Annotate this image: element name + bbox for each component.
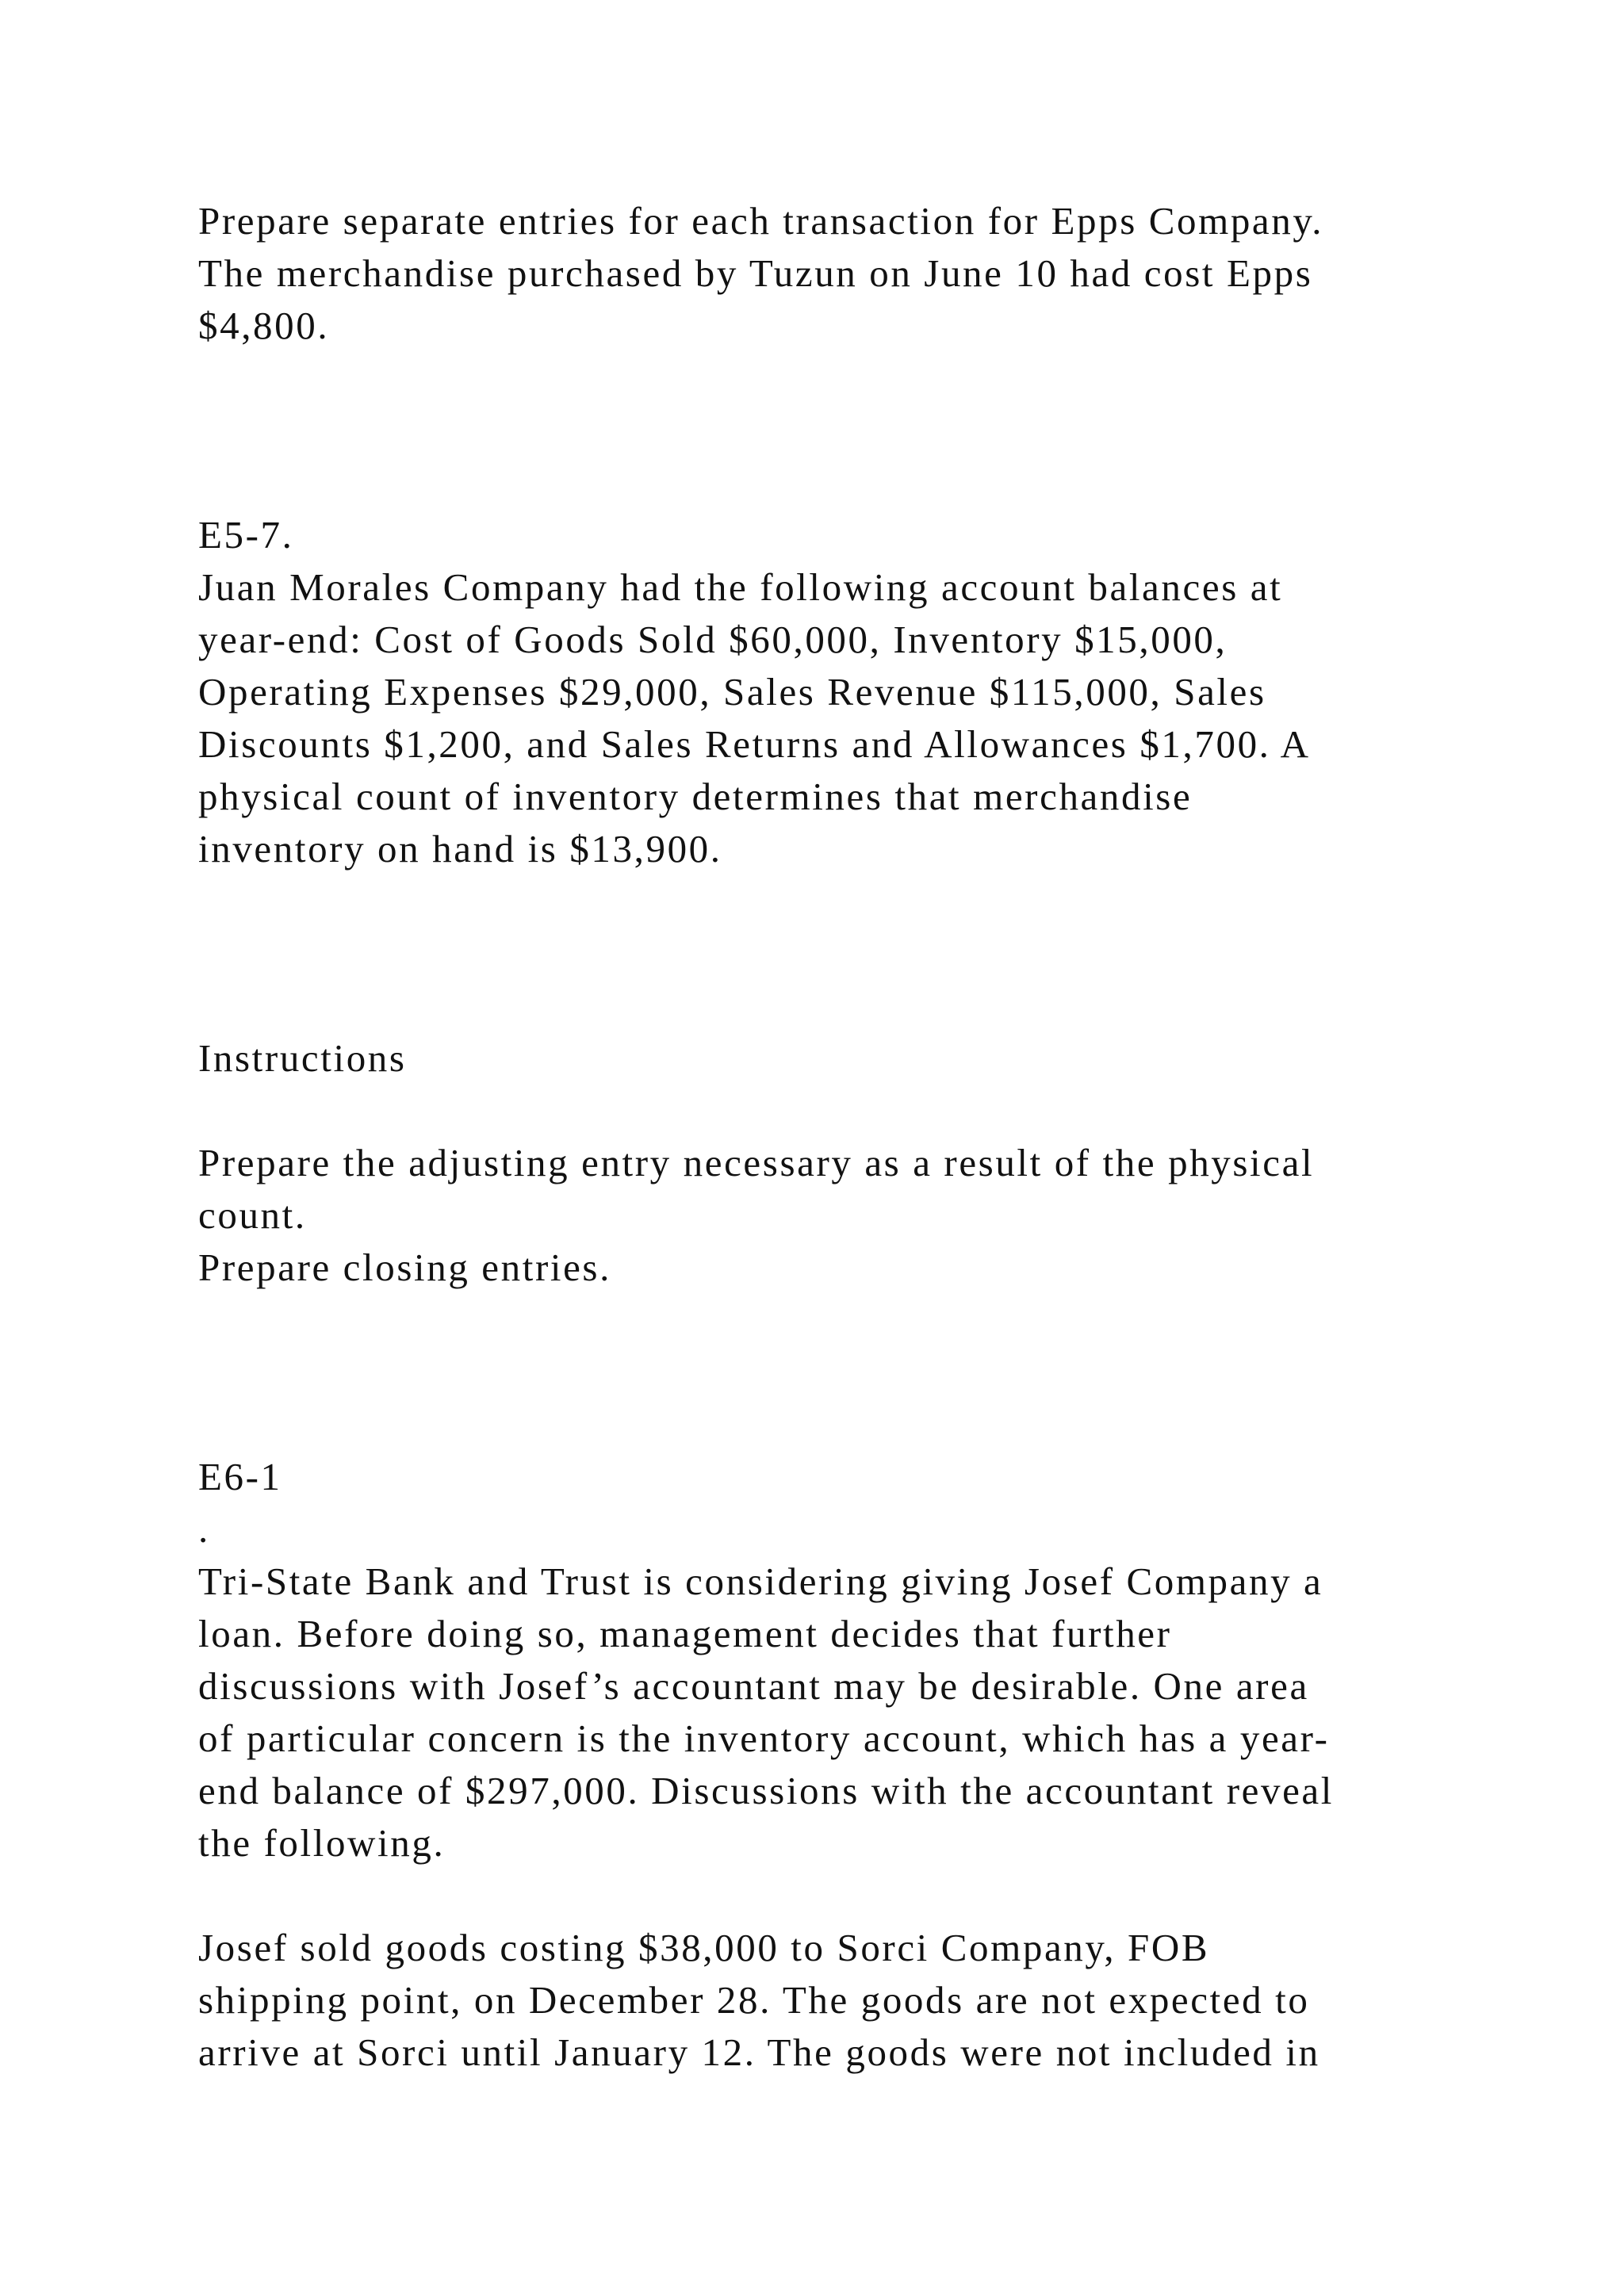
paragraph-line: the following. xyxy=(198,1821,446,1865)
paragraph-line: loan. Before doing so, management decides that further xyxy=(198,1612,1172,1655)
exercise-heading-e5-7: E5-7. xyxy=(198,513,294,557)
instruction-line: Prepare the adjusting entry necessary as a result of the physical xyxy=(198,1141,1315,1184)
paragraph-line: of particular concern is the inventory account, which has a year- xyxy=(198,1716,1330,1760)
paragraph-line: Prepare separate entries for each transaction for Epps Company. xyxy=(198,199,1324,243)
instruction-line: count. xyxy=(198,1193,307,1237)
paragraph-line: Discounts $1,200, and Sales Returns and Allowances $1,700. A xyxy=(198,722,1311,766)
instruction-line: Prepare closing entries. xyxy=(198,1246,611,1289)
paragraph-line: discussions with Josef’s accountant may be desirable. One area xyxy=(198,1664,1309,1708)
exercise-heading-e6-1: E6-1 xyxy=(198,1455,282,1498)
paragraph-line: inventory on hand is $13,900. xyxy=(198,827,722,871)
paragraph-line: end balance of $297,000. Discussions with the accountant reveal xyxy=(198,1769,1334,1812)
paragraph-line: $4,800. xyxy=(198,304,330,347)
paragraph-line: physical count of inventory determines that merchandise xyxy=(198,775,1193,818)
heading-dot: . xyxy=(198,1507,210,1551)
paragraph-line: Tri-State Bank and Trust is considering giving Josef Company a xyxy=(198,1559,1323,1603)
paragraph-line: Josef sold goods costing $38,000 to Sorci Company, FOB xyxy=(198,1926,1210,1969)
paragraph-line: shipping point, on December 28. The goods are not expected to xyxy=(198,1978,1310,2022)
paragraph-line: Juan Morales Company had the following account balances at xyxy=(198,565,1283,609)
paragraph-line: Operating Expenses $29,000, Sales Revenue $115,000, Sales xyxy=(198,670,1266,714)
paragraph-line: arrive at Sorci until January 12. The goods were not included in xyxy=(198,2030,1320,2074)
instructions-heading: Instructions xyxy=(198,1036,407,1080)
paragraph-line: The merchandise purchased by Tuzun on June 10 had cost Epps xyxy=(198,251,1313,295)
paragraph-line: year-end: Cost of Goods Sold $60,000, Inventory $15,000, xyxy=(198,618,1228,661)
